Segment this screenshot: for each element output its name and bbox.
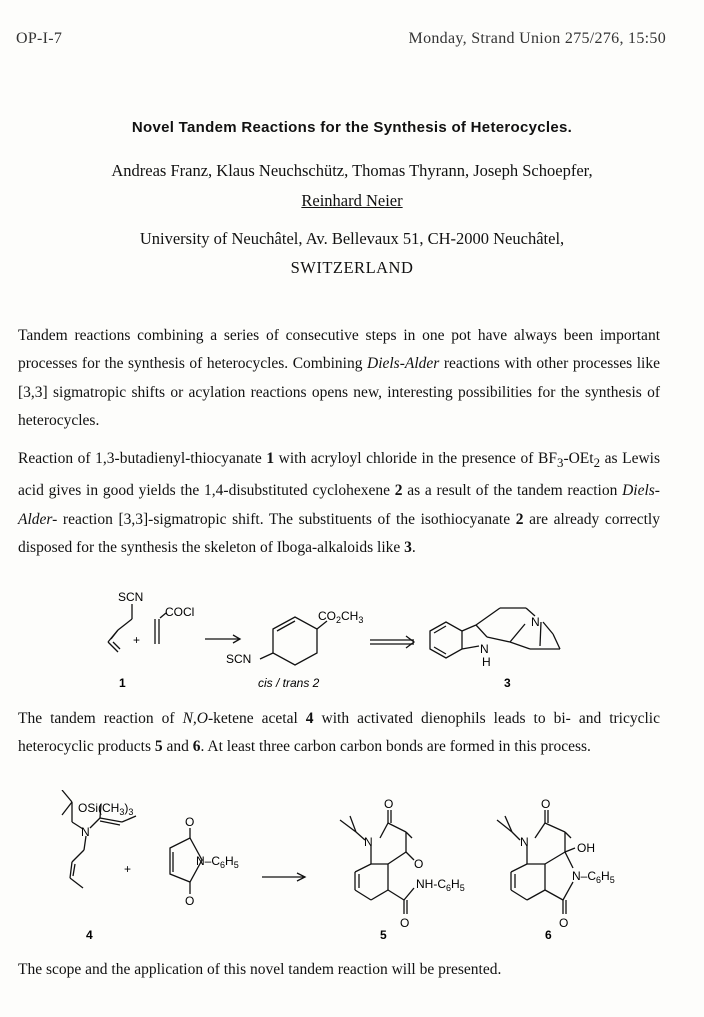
p2-sub2: 2 xyxy=(593,455,601,471)
paragraph-intro xyxy=(18,322,660,435)
product6-oh: OH xyxy=(577,841,595,855)
scn-label-bottom: SCN xyxy=(226,652,252,666)
p2-t4: as Lewis acid gives in good yields the 1,4-disubstituted cyclohexene xyxy=(18,450,660,500)
paragraph-outlook: The scope and the application of this novel tandem reaction will be presented. xyxy=(18,961,502,978)
p3-t1: The tandem reaction of xyxy=(18,710,183,727)
n6-main: N–C xyxy=(572,869,597,883)
product6-n: N xyxy=(520,835,529,849)
product6-imide xyxy=(572,869,615,885)
reaction-scheme-1 xyxy=(0,586,704,696)
author-list: Andreas Franz, Klaus Neuchschütz, Thomas Thyrann, Joseph Schoepfer, xyxy=(111,161,593,180)
compound-label-3: 3 xyxy=(504,676,511,690)
product5-o-top: O xyxy=(384,797,394,811)
maleimide-n-phenyl xyxy=(196,854,239,870)
p2-t6: reaction [3,3]-sigmatropic shift. The substituents of the isothiocyanate xyxy=(57,510,516,528)
product5-n: N xyxy=(364,835,373,849)
paper-title: Novel Tandem Reactions for the Synthesis of Heterocycles. xyxy=(131,119,573,136)
compound-ref: 3 xyxy=(404,538,412,556)
enamine-n: N xyxy=(81,825,90,839)
p3-t4: and xyxy=(162,738,193,756)
product5-o-bottom: O xyxy=(400,916,410,930)
ester-ch: CH xyxy=(341,609,359,623)
product5-anilide xyxy=(416,877,465,893)
session-slot: Monday, Strand Union 275/276, 15:50 xyxy=(408,30,666,47)
compound-label-4: 4 xyxy=(86,928,93,942)
nh-main: NH-C xyxy=(416,877,446,891)
nh-sub2: 5 xyxy=(459,883,465,893)
product6-o-bottom: O xyxy=(559,916,569,930)
scn-label-top: SCN xyxy=(118,590,144,604)
osi-main: OSi(CH xyxy=(78,801,120,815)
ester-co: CO xyxy=(318,609,336,623)
p2-t7: are already correctly disposed for the synthesis the skeleton of Iboga-alkaloids like xyxy=(18,510,660,556)
p3-t5: . At least three carbon carbon bonds are formed in this process. xyxy=(200,738,591,756)
np-tail: H xyxy=(225,854,234,868)
n6-sub: 6 xyxy=(596,875,602,885)
compound-ref: 2 xyxy=(515,510,524,528)
p2-t3: -OEt xyxy=(563,450,594,467)
p2-italic: Diels-Alder- xyxy=(18,482,660,528)
p1-italic: Diels-Alder xyxy=(367,355,440,373)
p1-text-a: Tandem reactions combining a series of consecutive steps in one pot have always been important processes for the synthesis of heterocycles. Combining xyxy=(18,327,660,373)
osi-tail: ) xyxy=(124,801,129,815)
affiliation: University of Neuchâtel, Av. Bellevaux 51, CH-2000 Neuchâtel, xyxy=(139,229,565,248)
product6-o-top: O xyxy=(541,797,551,811)
maleimide-o-top: O xyxy=(185,815,195,829)
compound-label-5: 5 xyxy=(380,928,387,942)
n6-sub2: 5 xyxy=(609,875,615,885)
presenting-author-name: Reinhard Neier xyxy=(301,191,403,210)
compound-label-6: 6 xyxy=(545,928,552,942)
indole-n: N xyxy=(480,642,489,656)
p3-t2: -ketene acetal xyxy=(208,710,306,727)
plus-sign: + xyxy=(133,633,141,647)
np-main: N–C xyxy=(196,854,221,868)
cocl-label: COCl xyxy=(165,605,195,619)
p2-sub1: 3 xyxy=(556,455,564,471)
p2-t8: . xyxy=(411,538,416,556)
paragraph-reaction-2 xyxy=(18,705,660,762)
p3-italic: N,O xyxy=(182,710,209,727)
osi-sub2: 3 xyxy=(128,807,134,817)
p1-text-c: reactions with other processes like [3,3] sigmatropic shifts or acylation reactions opens new, interesting possibilities for the synthesis of heterocycles. xyxy=(18,355,660,429)
np-sub2: 5 xyxy=(233,860,239,870)
amine-n: N xyxy=(531,615,540,629)
p2-t1: Reaction of 1,3-butadienyl-thiocyanate xyxy=(18,450,267,467)
product5-o-mid: O xyxy=(414,857,424,871)
ester-sub: 2 xyxy=(336,615,342,625)
session-code: OP-I-7 xyxy=(16,30,63,47)
maleimide-o-bottom: O xyxy=(185,894,195,908)
np-sub: 6 xyxy=(220,860,226,870)
n6-tail: H xyxy=(601,869,610,883)
osi-sub: 3 xyxy=(119,807,125,817)
paragraph-reaction-1 xyxy=(18,445,660,562)
compound-ref: 4 xyxy=(305,710,314,727)
plus-sign-2: + xyxy=(124,862,132,876)
indole-h: H xyxy=(482,655,491,669)
reaction-scheme-2 xyxy=(0,790,704,950)
p2-t5: as a result of the tandem reaction xyxy=(402,482,623,500)
compound-ref: 6 xyxy=(192,738,201,756)
nh-tail: H xyxy=(451,877,460,891)
compound-ref: 5 xyxy=(154,738,163,756)
nh-sub: 6 xyxy=(446,883,452,893)
p2-t2: with acryloyl chloride in the presence of BF xyxy=(274,450,557,467)
compound-label-2: cis / trans 2 xyxy=(258,676,320,690)
ester-sub2: 3 xyxy=(358,615,364,625)
ester-label xyxy=(318,609,363,625)
presenting-author xyxy=(0,191,704,211)
compound-ref: 2 xyxy=(394,482,403,500)
p3-t3: with activated dienophils leads to bi- and tricyclic heterocyclic products xyxy=(18,710,660,756)
country: SWITZERLAND xyxy=(290,258,414,277)
osi-label xyxy=(78,801,133,817)
compound-ref: 1 xyxy=(266,450,275,467)
compound-label-1: 1 xyxy=(119,676,126,690)
